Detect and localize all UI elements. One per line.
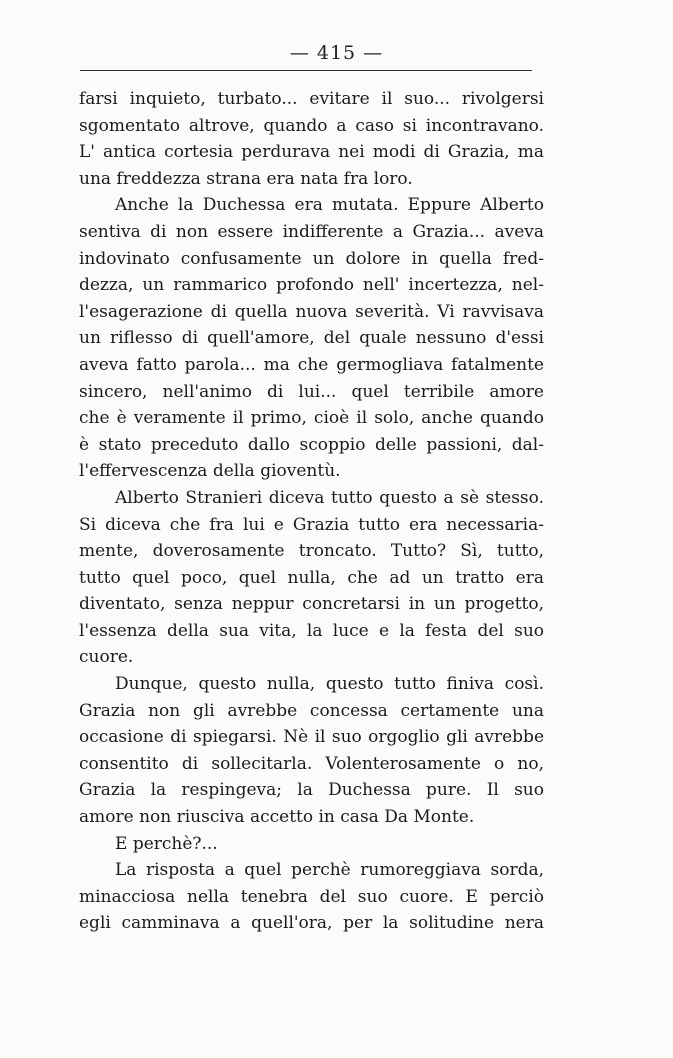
text-line: tutto quel poco, quel nulla, che ad un tratto era: [79, 567, 544, 588]
text-line: una freddezza strana era nata fra loro.: [79, 168, 413, 189]
text-line: Anche la Duchessa era mutata. Eppure Alberto: [115, 195, 544, 216]
text-line: amore non riusciva accetto in casa Da Monte.: [79, 807, 475, 828]
text-line: indovinato confusamente un dolore in quella fred-: [79, 248, 544, 269]
text-line: farsi inquieto, turbato... evitare il suo... rivolgersi: [79, 89, 544, 109]
text-line: La risposta a quel perchè rumoreggiava sorda,: [115, 860, 544, 881]
text-line: sincero, nell'animo di lui... quel terribile amore: [79, 381, 544, 402]
body-text: [79, 86, 544, 937]
text-line: mente, doverosamente troncato. Tutto? Sì, tutto,: [79, 541, 544, 562]
text-line: che è veramente il primo, cioè il solo, anche quando: [79, 408, 544, 429]
text-line: L' antica cortesia perdurava nei modi di Grazia, ma: [79, 142, 544, 163]
text-line: consentito di sollecitarla. Volenterosamente o no,: [79, 753, 544, 774]
text-line: dezza, un rammarico profondo nell' incertezza, nel-: [79, 275, 544, 296]
text-line: è stato preceduto dallo scoppio delle passioni, dal-: [79, 434, 544, 455]
text-line: sgomentato altrove, quando a caso si incontravano.: [79, 115, 544, 136]
text-line: aveva fatto parola... ma che germogliava fatalmente: [79, 354, 544, 375]
text-line: occasione di spiegarsi. Nè il suo orgoglio gli avrebbe: [79, 727, 544, 748]
text-line: l'essenza della sua vita, la luce e la festa del suo: [79, 620, 544, 641]
page-number: — 415 —: [289, 42, 384, 64]
text-line: egli camminava a quell'ora, per la solitudine nera: [79, 913, 544, 934]
text-line: un riflesso di quell'amore, del quale nessuno d'essi: [79, 328, 544, 349]
header-rule: [80, 70, 532, 71]
text-line: Si diceva che fra lui e Grazia tutto era necessaria-: [79, 514, 544, 535]
text-line: Dunque, questo nulla, questo tutto finiva così.: [115, 674, 544, 695]
text-line: cuore.: [79, 647, 134, 668]
text-line: l'esagerazione di quella nuova severità. Vi ravvisava: [79, 301, 544, 322]
text-line: sentiva di non essere indifferente a Grazia... aveva: [79, 221, 544, 242]
text-line: minacciosa nella tenebra del suo cuore. E perciò: [79, 886, 544, 907]
text-line: E perchè?...: [115, 833, 218, 854]
text-line: Grazia non gli avrebbe concessa certamente una: [79, 700, 544, 721]
text-line: l'effervescenza della gioventù.: [79, 461, 341, 482]
text-line: diventato, senza neppur concretarsi in un progetto,: [79, 594, 544, 615]
text-line: Grazia la respingeva; la Duchessa pure. Il suo: [79, 780, 544, 801]
text-line: Alberto Stranieri diceva tutto questo a sè stesso.: [115, 487, 544, 508]
